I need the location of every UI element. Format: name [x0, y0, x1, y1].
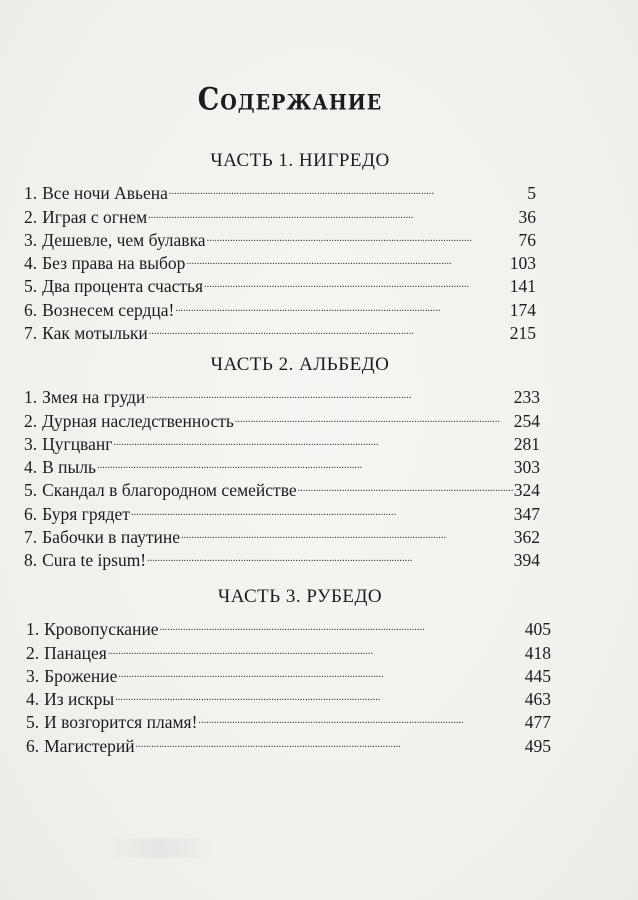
- chapter-list: [24, 176, 536, 344]
- chapter-number: 2.: [24, 410, 38, 431]
- dot-leader: [207, 223, 518, 246]
- dot-leader: [298, 473, 513, 496]
- chapter-page: 5: [527, 183, 536, 204]
- part-title: ЧАСТЬ 3. РУБЕДО: [217, 586, 383, 607]
- dot-leader: [181, 520, 513, 543]
- chapter-title: Кровопускание: [44, 619, 159, 640]
- chapter-number: 5.: [24, 276, 38, 297]
- chapter-title: Буря грядет: [42, 503, 130, 524]
- toc-title: Содержание: [197, 81, 383, 118]
- chapter-number: 3.: [24, 433, 38, 454]
- chapter-number: 1.: [24, 183, 38, 204]
- dot-leader: [136, 728, 524, 751]
- chapter-number: 4.: [24, 457, 38, 478]
- chapter-page: 445: [524, 665, 551, 686]
- chapter-title: Без права на выбор: [42, 253, 186, 274]
- dot-leader: [118, 659, 523, 682]
- chapter-entry: [24, 199, 536, 227]
- chapter-entry: [24, 496, 540, 524]
- chapter-page: 418: [524, 642, 551, 663]
- chapter-title: Два процента счастья: [42, 276, 204, 297]
- chapter-entry: [24, 176, 536, 204]
- chapter-entry: [24, 403, 540, 431]
- chapter-entry: [24, 450, 540, 478]
- chapter-title: Скандал в благородном семействе: [42, 480, 297, 501]
- chapter-entry: [24, 473, 540, 501]
- chapter-title: Cura te ipsum!: [42, 550, 147, 571]
- chapter-number: 7.: [24, 323, 38, 344]
- chapter-page: 36: [518, 206, 536, 227]
- chapter-number: 3.: [26, 665, 40, 686]
- chapter-page: 347: [513, 503, 540, 524]
- dot-leader: [148, 199, 517, 222]
- chapter-entry: [26, 612, 551, 640]
- chapter-title: Бабочки в паутине: [42, 527, 180, 548]
- chapter-entry: [26, 728, 551, 756]
- chapter-number: 2.: [26, 642, 40, 663]
- chapter-title: Магистерий: [44, 735, 135, 756]
- dot-leader: [131, 496, 513, 519]
- chapter-page: 405: [524, 619, 551, 640]
- part-title: ЧАСТЬ 2. АЛЬБЕДО: [210, 354, 390, 375]
- part-2: [0, 350, 600, 571]
- chapter-number: 4.: [24, 253, 38, 274]
- chapter-page: 477: [524, 712, 551, 733]
- chapter-list: [26, 612, 551, 756]
- chapter-page: 463: [524, 689, 551, 710]
- chapter-page: 362: [513, 527, 540, 548]
- chapter-page: 174: [509, 299, 536, 320]
- chapter-title: И возгорится пламя!: [44, 712, 198, 733]
- chapter-title: Дешевле, чем булавка: [42, 229, 206, 250]
- chapter-page: 215: [509, 323, 536, 344]
- chapter-page: 281: [513, 433, 540, 454]
- dot-leader: [198, 705, 523, 728]
- chapter-number: 7.: [24, 527, 38, 548]
- chapter-entry: [24, 380, 540, 408]
- dot-leader: [108, 635, 524, 658]
- chapter-entry: [24, 223, 536, 250]
- chapter-entry: [24, 246, 536, 274]
- part-title: ЧАСТЬ 1. НИГРЕДО: [210, 150, 390, 171]
- chapter-number: 5.: [24, 480, 38, 501]
- chapter-title: В пыль: [42, 457, 97, 478]
- chapter-title: Брожение: [44, 665, 118, 686]
- dot-leader: [113, 427, 512, 450]
- chapter-title: Цугцванг: [42, 433, 113, 454]
- chapter-number: 8.: [24, 550, 38, 571]
- dot-leader: [235, 403, 513, 426]
- chapter-number: 5.: [26, 712, 40, 733]
- chapter-title: Из искры: [44, 689, 115, 710]
- chapter-title: Играя с огнем: [42, 206, 148, 227]
- dot-leader: [169, 176, 526, 199]
- dot-leader: [149, 316, 509, 339]
- chapter-title: Вознесем сердца!: [42, 299, 175, 320]
- dot-leader: [115, 682, 524, 705]
- chapter-number: 1.: [26, 619, 40, 640]
- chapter-page: 141: [509, 276, 536, 297]
- chapter-page: 76: [518, 229, 536, 250]
- chapter-page: 233: [513, 387, 540, 408]
- chapter-number: 6.: [24, 299, 38, 320]
- chapter-entry: [24, 316, 536, 344]
- dot-leader: [160, 612, 524, 635]
- dot-leader: [97, 450, 513, 473]
- chapter-page: 324: [513, 480, 540, 501]
- chapter-page: 303: [513, 457, 540, 478]
- chapter-entry: [26, 705, 551, 733]
- chapter-title: Змея на груди: [42, 387, 146, 408]
- dot-leader: [175, 292, 508, 315]
- dot-leader: [147, 543, 513, 566]
- chapter-title: Все ночи Авьена: [42, 183, 168, 204]
- chapter-number: 2.: [24, 206, 38, 227]
- chapter-list: [24, 380, 540, 571]
- chapter-entry: [26, 682, 551, 710]
- chapter-entry: [24, 427, 540, 454]
- part-3: [0, 582, 600, 756]
- chapter-title: Панацея: [44, 642, 107, 663]
- chapter-title: Дурная наследственность: [42, 410, 234, 431]
- dot-leader: [146, 380, 512, 403]
- chapter-number: 4.: [26, 689, 40, 710]
- chapter-number: 1.: [24, 387, 38, 408]
- dot-leader: [186, 246, 508, 269]
- chapter-entry: [24, 269, 536, 297]
- chapter-number: 6.: [24, 503, 38, 524]
- chapter-page: 103: [509, 253, 536, 274]
- chapter-entry: [24, 292, 536, 320]
- chapter-page: 495: [524, 735, 551, 756]
- part-1: [0, 146, 600, 344]
- scan-smudge: [106, 838, 216, 858]
- chapter-entry: [26, 635, 551, 663]
- chapter-number: 6.: [26, 735, 40, 756]
- chapter-entry: [24, 520, 540, 548]
- chapter-entry: [24, 543, 540, 571]
- chapter-entry: [26, 659, 551, 686]
- chapter-page: 394: [513, 550, 540, 571]
- dot-leader: [204, 269, 509, 292]
- chapter-page: 254: [513, 410, 540, 431]
- chapter-number: 3.: [24, 229, 38, 250]
- chapter-title: Как мотыльки: [42, 323, 148, 344]
